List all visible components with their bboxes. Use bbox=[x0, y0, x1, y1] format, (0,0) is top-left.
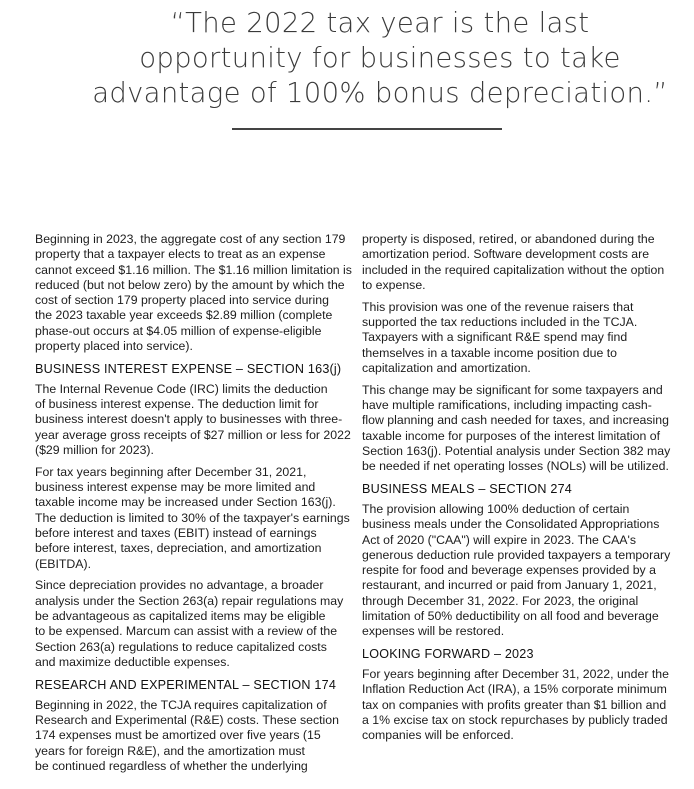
paragraph bbox=[35, 698, 350, 774]
text-line: have multiple ramifications, including impacting cash- bbox=[362, 397, 652, 412]
text-line: Act of 2020 ("CAA") will expire in 2023. The CAA's bbox=[362, 532, 636, 547]
text-line: Beginning in 2022, the TCJA requires capitalization of bbox=[35, 697, 327, 712]
text-line: Section 263(a) regulations to reduce capitalized costs bbox=[35, 639, 327, 654]
pull-quote-line: advantage of 100% bonus depreciation.” bbox=[92, 77, 668, 109]
text-line: property is disposed, retired, or abandoned during the bbox=[362, 232, 655, 246]
text-line: Since depreciation provides no advantage, a broader bbox=[35, 578, 324, 593]
text-line: years for foreign R&E), and the amortization must bbox=[35, 743, 305, 758]
text-line: Section 163(j). Potential analysis under Section 382 may bbox=[362, 443, 671, 458]
text-line: property placed into service). bbox=[35, 339, 193, 354]
text-line: This provision was one of the revenue raisers that bbox=[362, 299, 634, 314]
text-line: companies will be enforced. bbox=[362, 728, 514, 743]
text-line: 174 expenses must be amortized over five years (15 bbox=[35, 728, 321, 743]
text-line: reduced (but not below zero) by the amount by which the bbox=[35, 277, 345, 292]
paragraph bbox=[362, 232, 682, 293]
paragraph bbox=[35, 382, 350, 458]
quote-divider bbox=[232, 128, 502, 130]
text-line: This change may be significant for some taxpayers and bbox=[362, 382, 663, 397]
text-line: included in the required capitalization without the option bbox=[362, 262, 665, 277]
text-line: cost of section 179 property placed into service during bbox=[35, 293, 329, 308]
text-line: (EBITDA). bbox=[35, 556, 92, 571]
text-line: before interest, taxes, depreciation, and amortization bbox=[35, 541, 322, 556]
text-line: year average gross receipts of $27 million or less for 2022 bbox=[35, 427, 351, 442]
text-line: limitation of 50% deductibility on all food and beverage bbox=[362, 609, 659, 624]
right-column bbox=[362, 232, 682, 750]
text-line: tax on companies with profits greater than $1 billion and bbox=[362, 697, 667, 712]
text-line: capitalization and amortization. bbox=[362, 360, 531, 375]
text-line: amortization period. Software development costs are bbox=[362, 247, 650, 262]
text-line: Taxpayers with a significant R&E spend may find bbox=[362, 330, 628, 345]
text-line: ($29 million for 2023). bbox=[35, 443, 154, 458]
pull-quote bbox=[60, 6, 694, 111]
paragraph bbox=[362, 383, 682, 475]
text-line: analysis under the Section 263(a) repair regulations may bbox=[35, 593, 344, 608]
text-line: to expense. bbox=[362, 277, 426, 292]
text-line: before interest and taxes (EBIT) instead of earnings bbox=[35, 526, 317, 541]
text-line: restaurant, and incurred or paid from January 1, 2021, bbox=[362, 578, 657, 593]
text-line: through December 31, 2022. For 2023, the original bbox=[362, 593, 639, 608]
text-line: Research and Experimental (R&E) costs. These section bbox=[35, 713, 339, 728]
text-line: business interest doesn't apply to businesses with three- bbox=[35, 412, 343, 427]
paragraph bbox=[35, 465, 350, 572]
pull-quote-line: opportunity for businesses to take bbox=[139, 42, 621, 74]
text-line: the 2023 taxable year exceeds $2.89 million (complete bbox=[35, 308, 333, 323]
paragraph bbox=[362, 502, 682, 640]
text-line: For tax years beginning after December 31, 2021, bbox=[35, 464, 307, 479]
text-line: taxable income for purposes of the interest limitation of bbox=[362, 428, 661, 443]
text-line: Inflation Reduction Act (IRA), a 15% corporate minimum bbox=[362, 682, 667, 697]
text-line: Beginning in 2023, the aggregate cost of any section 179 bbox=[35, 232, 346, 246]
text-line: cannot exceed $1.16 million. The $1.16 million limitation is bbox=[35, 262, 352, 277]
text-line: a 1% excise tax on stock repurchases by publicly traded bbox=[362, 713, 668, 728]
left-column bbox=[35, 232, 350, 781]
text-line: The Internal Revenue Code (IRC) limits the deduction bbox=[35, 381, 328, 396]
text-line: supported the tax reductions included in the TCJA. bbox=[362, 314, 638, 329]
text-line: The provision allowing 100% deduction of certain bbox=[362, 501, 630, 516]
text-line: property that a taxpayer elects to treat as an expense bbox=[35, 247, 326, 262]
paragraph bbox=[362, 300, 682, 376]
text-line: taxable income may be increased under Section 163(j). bbox=[35, 495, 336, 510]
text-line: be advantageous as capitalized items may be eligible bbox=[35, 609, 326, 624]
paragraph bbox=[362, 667, 682, 743]
section-heading: LOOKING FORWARD – 2023 bbox=[362, 647, 534, 662]
text-line: to be expensed. Marcum can assist with a review of the bbox=[35, 624, 338, 639]
section-heading: BUSINESS MEALS – SECTION 274 bbox=[362, 481, 572, 496]
text-line: generous deduction rule provided taxpayers a temporary bbox=[362, 547, 671, 562]
text-line: business meals under the Consolidated Appropriations bbox=[362, 517, 660, 532]
section-heading: RESEARCH AND EXPERIMENTAL – SECTION 174 bbox=[35, 677, 337, 692]
text-line: business interest expense may be more limited and bbox=[35, 480, 316, 495]
text-line: respite for food and beverage expenses provided by a bbox=[362, 563, 656, 578]
text-line: The deduction is limited to 30% of the taxpayer's earnings bbox=[35, 510, 350, 525]
text-line: of business interest expense. The deduction limit for bbox=[35, 397, 319, 412]
text-line: be needed if net operating losses (NOLs) will be utilized. bbox=[362, 459, 669, 474]
paragraph bbox=[35, 578, 350, 670]
text-line: phase-out occurs at $4.05 million of expense-eligible bbox=[35, 323, 322, 338]
text-line: expenses will be restored. bbox=[362, 624, 505, 639]
text-line: be continued regardless of whether the underlying bbox=[35, 758, 308, 773]
paragraph bbox=[35, 232, 350, 354]
pull-quote-line: “The 2022 tax year is the last bbox=[170, 7, 590, 39]
text-line: For years beginning after December 31, 2022, under the bbox=[362, 667, 669, 682]
text-line: flow planning and cash needed for taxes, and increasing bbox=[362, 413, 669, 428]
text-line: themselves in a taxable income position due to bbox=[362, 345, 617, 360]
section-heading: BUSINESS INTEREST EXPENSE – SECTION 163(j) bbox=[35, 361, 342, 376]
text-line: and maximize deductible expenses. bbox=[35, 654, 230, 669]
